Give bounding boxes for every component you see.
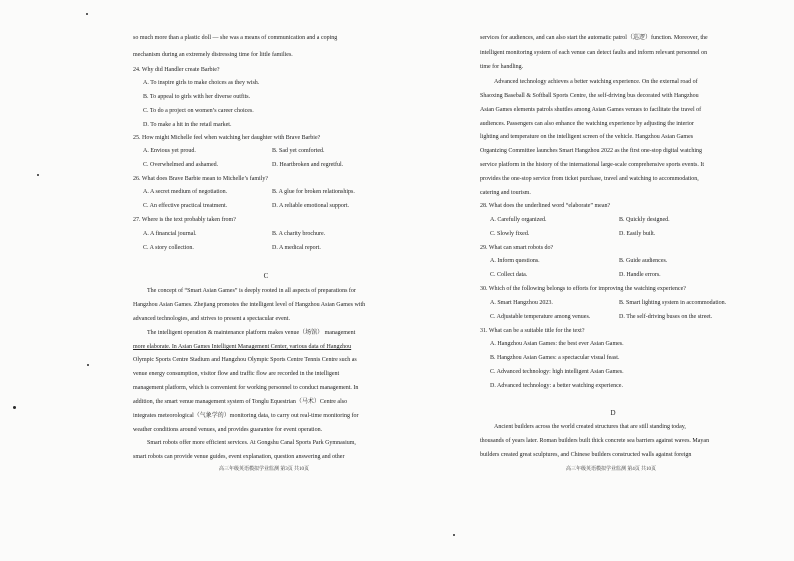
section-heading-d: D xyxy=(610,409,616,417)
passage-line-underlined xyxy=(133,344,351,350)
q27-option-b[interactable]: B. A charity brochure. xyxy=(272,231,326,237)
q26-option-b[interactable]: B. A glue for broken relationships. xyxy=(272,189,355,195)
question-27-stem: 27. Where is the text probably taken from? xyxy=(133,217,236,223)
scan-speck xyxy=(87,364,89,366)
q24-option-b[interactable]: B. To appeal to girls with her diverse outfits. xyxy=(143,94,251,100)
passage-line: Olympic Sports Centre Stadium and Hangzhou Olympic Sports Centre Tennis Centre such as xyxy=(133,357,357,363)
passage-line: weather conditions around venues, and provides guarantee for event operation. xyxy=(133,427,323,433)
q24-option-c[interactable]: C. To do a project on women’s career choices. xyxy=(143,108,254,114)
question-30-stem: 30. Which of the following belongs to efforts for improving the watching experience? xyxy=(480,286,686,292)
passage-line: mechanism during an extremely distressing time for little families. xyxy=(133,52,293,58)
q28-option-d[interactable]: D. Easily built. xyxy=(619,231,656,237)
q24-option-a[interactable]: A. To inspire girls to make choices as they wish. xyxy=(143,80,260,86)
passage-line: service platform in the history of the international large-scale comprehensive sports events. It xyxy=(480,162,704,168)
q25-option-d[interactable]: D. Heartbroken and regretful. xyxy=(272,162,344,168)
scan-speck xyxy=(86,13,88,15)
passage-line: audiences. Passengers can also enhance the watching experience by adjusting the interior xyxy=(480,121,694,127)
q30-option-a[interactable]: A. Smart Hangzhou 2023. xyxy=(490,300,553,306)
q28-option-b[interactable]: B. Quickly designed. xyxy=(619,217,670,223)
passage-line: so much more than a plastic doll — she was a means of communication and a coping xyxy=(133,35,338,41)
passage-line: advanced technologies, and strives to present a spectacular event. xyxy=(133,316,290,322)
passage-line: builders created great sculptures, and Chinese builders constructed walls against foreign xyxy=(480,452,692,458)
question-29-stem: 29. What can smart robots do? xyxy=(480,245,554,251)
q26-option-a[interactable]: A. A secret medium of negotiation. xyxy=(143,189,228,195)
question-24-stem: 24. Why did Handler create Barbie? xyxy=(133,67,220,73)
q27-option-d[interactable]: D. A medical report. xyxy=(272,245,321,251)
passage-line: Smart robots offer more efficient services. At Gongshu Canal Sports Park Gymnasium, xyxy=(147,440,356,446)
q27-option-a[interactable]: A. A financial journal. xyxy=(143,231,197,237)
q30-option-c[interactable]: C. Adjustable temperature among venues. xyxy=(490,314,591,320)
q25-option-b[interactable]: B. Sad yet comforted. xyxy=(272,148,325,154)
passage-line: provides the one-stop service from ticket purchase, travel and watching to accommodation, xyxy=(480,176,699,182)
passage-line: catering and tourism. xyxy=(480,190,531,196)
passage-line: intelligent monitoring system of each venue can detect faults and inform relevant personnel on xyxy=(480,50,708,56)
passage-line: integrates meteorological（气象学的）monitoring data, to carry out real-time monitoring for xyxy=(133,413,359,419)
q25-option-c[interactable]: C. Overwhelmed and ashamed. xyxy=(143,162,219,168)
passage-line: time for handling. xyxy=(480,64,524,70)
q30-option-d[interactable]: D. The self-driving buses on the street. xyxy=(619,314,713,320)
passage-line: Ancient builders across the world created structures that are still standing today, xyxy=(494,424,686,430)
q26-option-c[interactable]: C. An effective practical treatment. xyxy=(143,203,228,209)
q28-option-c[interactable]: C. Slowly fixed. xyxy=(490,231,530,237)
q30-option-b[interactable]: B. Smart lighting system in accommodation. xyxy=(619,300,727,306)
question-31-stem: 31. What can be a suitable title for the text? xyxy=(480,328,585,334)
q31-option-c[interactable]: C. Advanced technology: high intelligent Asian Games. xyxy=(490,369,624,375)
passage-line: lighting and temperature on the intelligent screen of the vehicle. Hangzhou Asian Games xyxy=(480,134,694,140)
passage-line: thousands of years later. Roman builders built thick concrete sea barriers against waves. Mayan xyxy=(480,438,710,444)
passage-line: The intelligent operation & maintenance platform makes venue（场馆） management xyxy=(147,330,356,336)
passage-line: Advanced technology achieves a better watching experience. On the external road of xyxy=(494,79,698,85)
page-footer-right: 高三年级英语模拟学业监测 第4页 共10页 xyxy=(566,467,657,472)
passage-line: smart robots can provide venue guides, event explanation, question answering and other xyxy=(133,454,345,460)
q29-option-a[interactable]: A. Inform questions. xyxy=(490,258,540,264)
question-28-stem: 28. What does the underlined word “elaborate” mean? xyxy=(480,203,611,209)
section-heading-c: C xyxy=(263,272,269,280)
q24-option-d[interactable]: D. To make a hit in the retail market. xyxy=(143,122,232,128)
scan-speck xyxy=(13,406,16,409)
page-footer-left: 高三年级英语模拟学业监测 第3页 共10页 xyxy=(219,467,310,472)
passage-line: Organizing Committee launches Smart Hangzhou 2022 as the first one-stop digital watching xyxy=(480,148,703,154)
q31-option-b[interactable]: B. Hangzhou Asian Games: a spectacular visual feast. xyxy=(490,355,620,361)
question-25-stem: 25. How might Michelle feel when watching her daughter with Brave Barbie? xyxy=(133,135,321,141)
q28-option-a[interactable]: A. Carefully organized. xyxy=(490,217,547,223)
underlined-word-elaborate: more elaborate. In Asian Games Intelligent Management Center, various data of Hangzhou xyxy=(133,344,352,350)
scan-speck xyxy=(37,174,39,176)
question-26-stem: 26. What does Brave Barbie mean to Michelle’s family? xyxy=(133,176,269,182)
q25-option-a[interactable]: A. Envious yet proud. xyxy=(143,148,196,154)
passage-line: services for audiences, and can also start the automatic patrol（巡逻）function. Moreover, the xyxy=(480,35,708,41)
passage-line: venue energy consumption, visitor flow and traffic flow are recorded in the intelligent xyxy=(133,371,340,377)
q29-option-c[interactable]: C. Collect data. xyxy=(490,272,528,278)
q31-option-d[interactable]: D. Advanced technology: a better watching experience. xyxy=(490,383,623,389)
passage-line: Hangzhou Asian Games. Zhejiang promotes the intelligent level of Hangzhou Asian Games with xyxy=(133,302,366,308)
scan-speck xyxy=(453,534,455,536)
q29-option-b[interactable]: B. Guide audiences. xyxy=(619,258,668,264)
q31-option-a[interactable]: A. Hangzhou Asian Games: the best ever Asian Games. xyxy=(490,341,624,347)
passage-line: Shaoxing Baseball & Softball Sports Centre, the self-driving bus decorated with Hangzhou xyxy=(480,93,699,99)
passage-line: Asian Games elements patrols shuttles among Asian Games venues to facilitate the travel of xyxy=(480,107,702,113)
passage-line: addition, the smart venue management system of Tonglu Equestrian（马术）Centre also xyxy=(133,399,348,405)
passage-line: The concept of “Smart Asian Games” is deeply rooted in all aspects of preparations for xyxy=(147,288,356,294)
q26-option-d[interactable]: D. A reliable emotional support. xyxy=(272,203,349,209)
passage-line: management platform, which is convenient for working personnel to conduct management. In xyxy=(133,385,359,391)
q27-option-c[interactable]: C. A story collection. xyxy=(143,245,194,251)
q29-option-d[interactable]: D. Handle errors. xyxy=(619,272,661,278)
